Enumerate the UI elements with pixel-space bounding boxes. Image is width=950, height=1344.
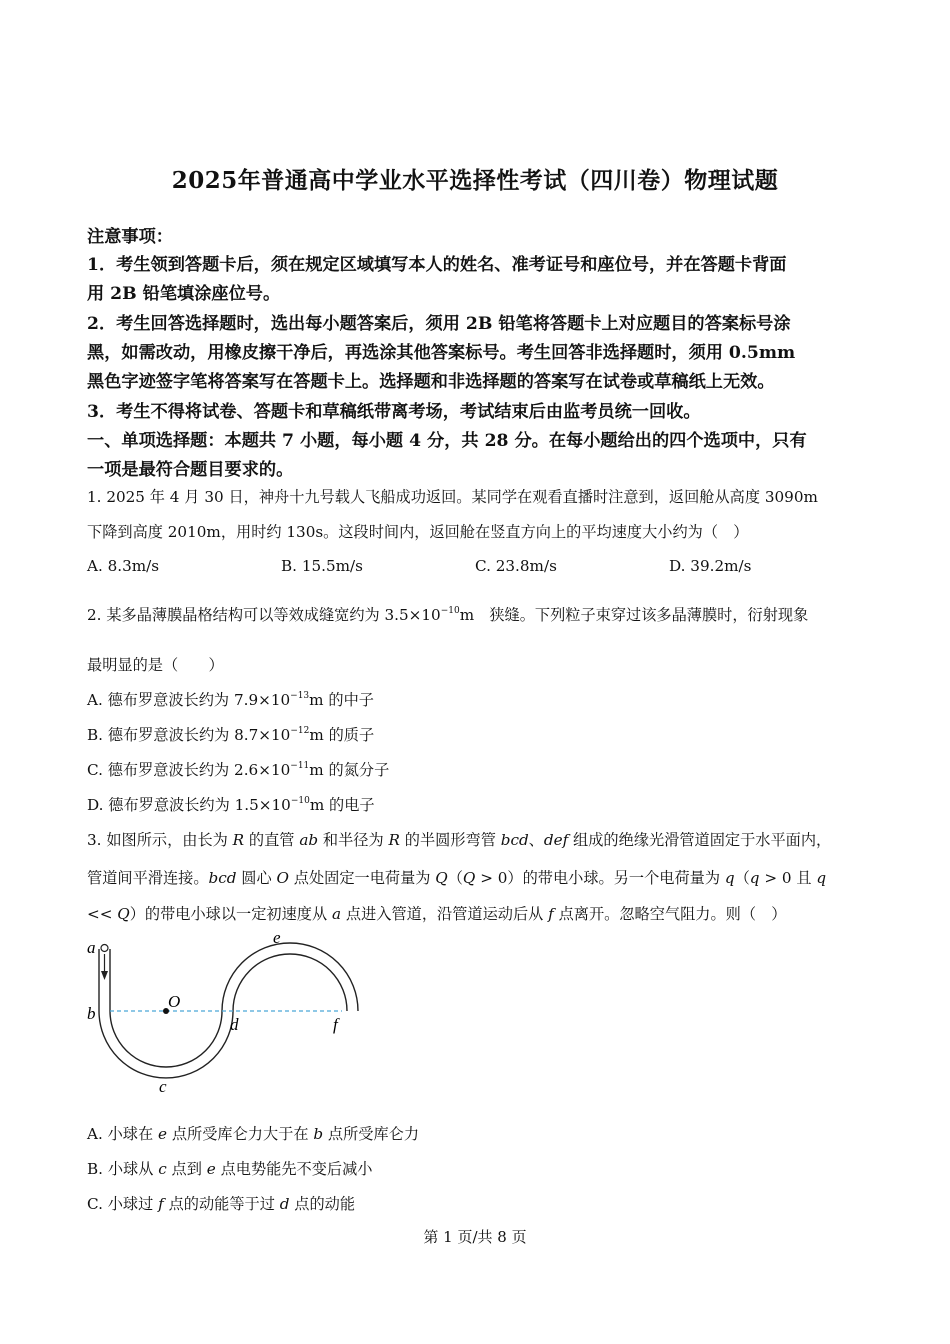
page-title: 2025年普通高中学业水平选择性考试（四川卷）物理试题 xyxy=(171,167,779,194)
pipe-inner-wall xyxy=(110,943,358,1067)
q2-option-c: C. 德布罗意波长约为 $2.6\times 10^{-11}m$ 的氮分子 xyxy=(87,761,390,779)
q1-option-a: A. 8.3m/s xyxy=(87,557,160,575)
notice-line-4: 黑，如需改动，用橡皮擦干净后，再选涂其他答案标号。考生回答非选择题时，须用 0.5mm xyxy=(87,343,796,363)
section-heading-line-1: 一、单项选择题：本题共 7 小题，每小题 4 分，共 28 分。在每小题给出的四个选项中，只有 xyxy=(87,431,807,451)
q3-option-c: C. 小球过 f 点的动能等于过 d 点的动能 xyxy=(87,1195,356,1213)
q3-stem-line-2: 管道间平滑连接。bcd 圆心 O 点处固定一电荷量为 Q（Q > 0）的带电小球。另一个电荷量为 q（q > 0 且 q xyxy=(87,869,827,887)
label-a: a xyxy=(87,938,96,957)
q3-pipe-figure xyxy=(80,930,370,1100)
notice-heading: 注意事项： xyxy=(87,227,173,247)
notice-line-6: 3．考生不得将试卷、答题卡和草稿纸带离考场，考试结束后由监考员统一回收。 xyxy=(87,402,701,422)
point-a-marker xyxy=(101,945,108,952)
q2-option-a: A. 德布罗意波长约为 $7.9\times 10^{-13}m$ 的中子 xyxy=(87,691,374,709)
q3-stem-line-3: << Q）的带电小球以一定初速度从 a 点进入管道，沿管道运动后从 f 点离开。忽略空气阻力。则（ ） xyxy=(87,905,787,923)
q2-stem-line-2: 最明显的是（ ） xyxy=(87,656,224,674)
label-f: f xyxy=(333,1015,338,1034)
q1-option-b: B. 15.5m/s xyxy=(281,557,363,575)
q1-stem-line-2: 下降到高度 2010m，用时约 130s。这段时间内，返回舱在竖直方向上的平均速度大小约为（ ） xyxy=(87,523,749,541)
q3-option-b: B. 小球从 c 点到 e 点电势能先不变后减小 xyxy=(87,1160,373,1178)
label-o: O xyxy=(168,992,181,1011)
q3-stem-line-1: 3. 如图所示，由长为 R 的直管 ab 和半径为 R 的半圆形弯管 bcd、def 组成的绝缘光滑管道固定于水平面内， xyxy=(87,831,832,849)
q3-option-a: A. 小球在 e 点所受库仑力大于在 b 点所受库仑力 xyxy=(87,1125,420,1143)
q1-stem-line-1: 1. 2025 年 4 月 30 日，神舟十九号载人飞船成功返回。某同学在观看直播时注意到，返回舱从高度 3090m xyxy=(87,488,818,506)
q1-option-d: D. 39.2m/s xyxy=(669,557,752,575)
notice-line-5: 黑色字迹签字笔将答案写在答题卡上。选择题和非选择题的答案写在试卷或草稿纸上无效。 xyxy=(87,372,775,392)
q2-stem-line-1: 2. 某多晶薄膜晶格结构可以等效成缝宽约为 $3.5\times 10^{-10}m$ 狭缝。下列粒子束穿过该多晶薄膜时，衍射现象 xyxy=(87,606,809,624)
q1-option-c: C. 23.8m/s xyxy=(475,557,557,575)
page-footer: 第 1 页/共 8 页 xyxy=(423,1228,527,1246)
notice-line-2: 用 2B 铅笔填涂座位号。 xyxy=(87,284,281,304)
label-c: c xyxy=(159,1077,167,1096)
notice-line-3: 2．考生回答选择题时，选出每小题答案后，须用 2B 铅笔将答题卡上对应题目的答案标号涂 xyxy=(87,314,791,334)
q2-option-d: D. 德布罗意波长约为 $1.5\times 10^{-10}m$ 的电子 xyxy=(87,796,375,814)
section-heading-line-2: 一项是最符合题目要求的。 xyxy=(87,460,294,480)
label-b: b xyxy=(87,1004,96,1023)
direction-arrow-head xyxy=(101,971,108,980)
label-e: e xyxy=(273,930,281,947)
q2-option-b: B. 德布罗意波长约为 $8.7\times 10^{-12}m$ 的质子 xyxy=(87,726,375,744)
label-d: d xyxy=(230,1015,239,1034)
notice-line-1: 1．考生领到答题卡后，须在规定区域填写本人的姓名、准考证号和座位号，并在答题卡背面 xyxy=(87,255,787,275)
